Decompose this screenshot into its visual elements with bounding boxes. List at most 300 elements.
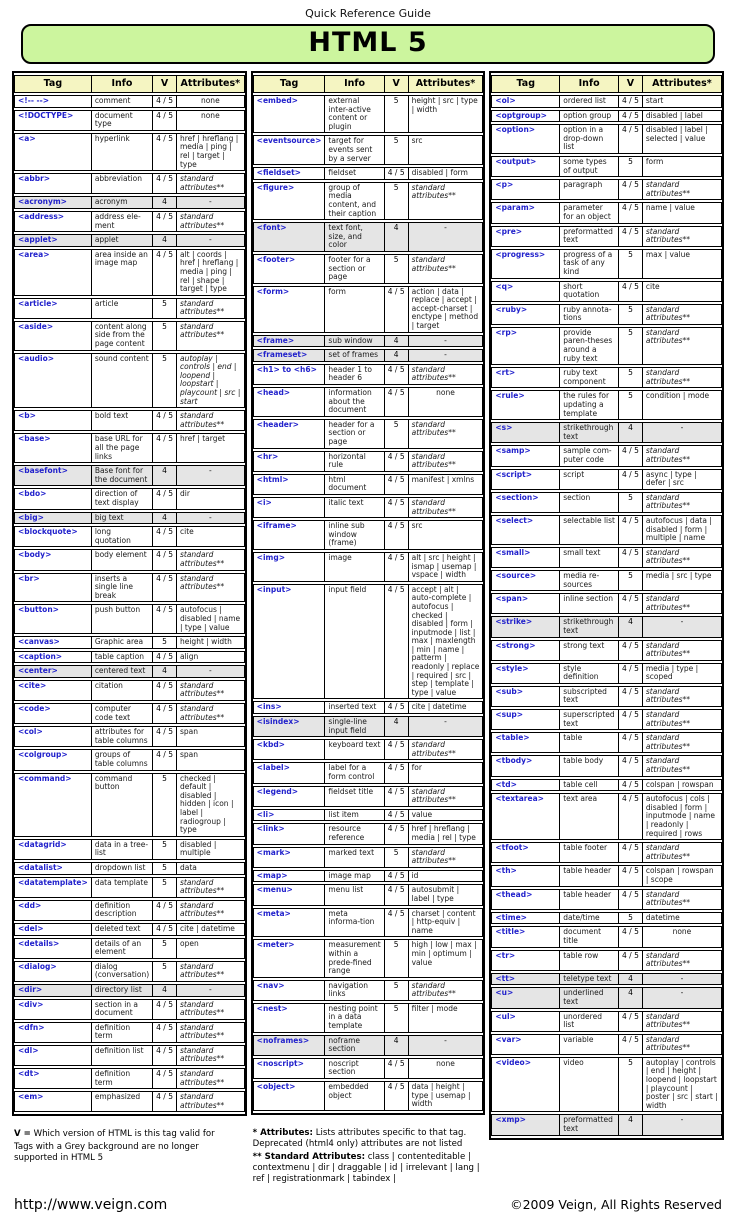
version-cell: 4 / 5	[385, 786, 409, 807]
tag-cell: <sub>	[491, 686, 560, 707]
version-cell: 5	[619, 1057, 643, 1113]
version-cell: 4 / 5	[153, 488, 177, 509]
version-cell: 4	[153, 465, 177, 486]
version-cell: 4	[153, 984, 177, 997]
table-row	[253, 286, 484, 333]
version-cell: 5	[619, 912, 643, 925]
version-cell: 4 / 5	[619, 709, 643, 730]
version-cell: 5	[619, 390, 643, 420]
table-row	[14, 549, 245, 570]
info-cell: table row	[560, 950, 619, 971]
version-cell: 4 / 5	[153, 749, 177, 770]
tag-cell: <eventsource>	[253, 135, 326, 165]
info-cell: footer for a section or page	[325, 254, 384, 284]
attributes-cell: standard attributes**	[177, 703, 245, 724]
tag-cell: <del>	[14, 923, 92, 936]
info-cell: fieldset title	[325, 786, 384, 807]
table-row	[491, 663, 722, 684]
tag-cell: <select>	[491, 515, 560, 545]
tag-cell: <audio>	[14, 353, 92, 409]
grey-legend-line: Tags with a Grey background are no longer supported in HTML 5	[14, 1142, 199, 1164]
attributes-cell: standard attributes**	[409, 497, 484, 518]
info-cell: deleted text	[92, 923, 153, 936]
tag-cell: <map>	[253, 870, 326, 883]
attributes-cell: alt | src | height | ismap | usemap | vspace | width	[409, 552, 484, 582]
page-footer	[12, 1197, 724, 1213]
info-cell: keyboard text	[325, 739, 384, 760]
table-row	[253, 739, 484, 760]
attributes-cell: src	[409, 135, 484, 165]
attributes-cell: colspan | rowspan	[643, 779, 722, 792]
info-cell: horizontal rule	[325, 451, 384, 472]
tag-cell: <area>	[14, 249, 92, 296]
info-cell: emphasized	[92, 1091, 153, 1112]
version-cell: 5	[619, 156, 643, 177]
tag-cell: <small>	[491, 547, 560, 568]
table-row	[491, 793, 722, 840]
version-cell: 5	[385, 980, 409, 1001]
info-cell: video	[560, 1057, 619, 1113]
attributes-cell: standard attributes**	[177, 1022, 245, 1043]
version-cell: 5	[619, 304, 643, 325]
version-cell: 4 / 5	[385, 701, 409, 714]
version-cell: 4 / 5	[385, 520, 409, 550]
info-cell: content along side from the page content	[92, 321, 153, 351]
tag-cell: <command>	[14, 773, 92, 837]
attributes-cell: disabled | multiple	[177, 839, 245, 860]
table-row	[14, 95, 245, 108]
version-cell: 4 / 5	[153, 133, 177, 171]
version-cell: 5	[153, 877, 177, 898]
table-row	[253, 419, 484, 449]
table-row	[14, 353, 245, 409]
table-row	[253, 762, 484, 783]
table-row	[491, 327, 722, 365]
attributes-cell: standard attributes**	[409, 419, 484, 449]
attributes-cell: none	[643, 926, 722, 947]
version-cell: 4 / 5	[153, 211, 177, 232]
table-row	[491, 515, 722, 545]
version-cell: 4 / 5	[385, 884, 409, 905]
table-row	[491, 755, 722, 776]
version-cell: 4 / 5	[385, 497, 409, 518]
info-cell: definition term	[92, 1068, 153, 1089]
attributes-cell: standard attributes**	[643, 1011, 722, 1032]
version-cell: 4 / 5	[385, 739, 409, 760]
tag-cell: <link>	[253, 823, 326, 844]
version-cell: 4 / 5	[619, 226, 643, 247]
tag-cell: <td>	[491, 779, 560, 792]
info-cell: unordered list	[560, 1011, 619, 1032]
info-cell: script	[560, 469, 619, 490]
tag-cell: <caption>	[14, 651, 92, 664]
tag-cell: <cite>	[14, 680, 92, 701]
version-cell: 4 / 5	[619, 865, 643, 886]
tag-cell: <blockquote>	[14, 526, 92, 547]
version-cell: 4 / 5	[619, 469, 643, 490]
tag-cell: <font>	[253, 222, 326, 252]
reference-table-3	[489, 71, 724, 1140]
info-cell: inserts a single line break	[92, 573, 153, 603]
attributes-cell: standard attributes**	[643, 709, 722, 730]
info-cell: list item	[325, 809, 384, 822]
table-row	[14, 703, 245, 724]
tag-cell: <frameset>	[253, 349, 326, 362]
tag-cell: <ul>	[491, 1011, 560, 1032]
tag-cell: <aside>	[14, 321, 92, 351]
attributes-cell: standard attributes**	[177, 900, 245, 921]
info-cell: inline sub window (frame)	[325, 520, 384, 550]
tag-cell: <s>	[491, 422, 560, 443]
version-cell: 4	[385, 1035, 409, 1056]
attributes-cell: data | height | type | usemap | width	[409, 1081, 484, 1111]
info-cell: preformatted text	[560, 1114, 619, 1135]
table-row	[14, 465, 245, 486]
info-cell: preformatted text	[560, 226, 619, 247]
version-cell: 4 / 5	[619, 889, 643, 910]
version-cell: 4	[385, 222, 409, 252]
tag-cell: <canvas>	[14, 636, 92, 649]
table-row	[14, 433, 245, 463]
tag-cell: <code>	[14, 703, 92, 724]
version-cell: 5	[385, 135, 409, 165]
version-cell: 5	[619, 327, 643, 365]
info-cell: set of frames	[325, 349, 384, 362]
info-cell: noscript section	[325, 1058, 384, 1079]
version-cell: 5	[619, 570, 643, 591]
attributes-cell: standard attributes**	[177, 298, 245, 319]
version-cell: 4 / 5	[153, 1022, 177, 1043]
version-cell: 4	[385, 349, 409, 362]
attributes-cell: autosubmit | label | type	[409, 884, 484, 905]
version-cell: 4 / 5	[385, 1081, 409, 1111]
table-row	[14, 900, 245, 921]
version-cell: 4 / 5	[385, 823, 409, 844]
info-cell: ruby annota-tions	[560, 304, 619, 325]
attributes-cell: standard attributes**	[643, 304, 722, 325]
tag-cell: <textarea>	[491, 793, 560, 840]
version-cell: 4 / 5	[619, 1011, 643, 1032]
tag-cell: <title>	[491, 926, 560, 947]
attributes-cell: none	[177, 110, 245, 131]
table-row	[14, 604, 245, 634]
version-cell: 4	[619, 422, 643, 443]
version-cell: 4 / 5	[153, 1068, 177, 1089]
version-cell: 4 / 5	[619, 779, 643, 792]
attributes-cell: media | type | scoped	[643, 663, 722, 684]
table-row	[253, 167, 484, 180]
attributes-cell: href | hreflang | media | rel | type	[409, 823, 484, 844]
version-cell: 5	[385, 939, 409, 977]
info-cell: body element	[92, 549, 153, 570]
info-cell: article	[92, 298, 153, 319]
info-cell: ordered list	[560, 95, 619, 108]
attributes-cell: start	[643, 95, 722, 108]
tag-cell: <datalist>	[14, 862, 92, 875]
tag-cell: <datatemplate>	[14, 877, 92, 898]
attributes-cell: max | value	[643, 249, 722, 279]
attributes-cell: standard attributes**	[643, 755, 722, 776]
attributes-cell: cite	[643, 281, 722, 302]
version-cell: 4 / 5	[619, 202, 643, 223]
version-cell: 4 / 5	[619, 281, 643, 302]
info-cell: the rules for updating a template	[560, 390, 619, 420]
info-cell: style definition	[560, 663, 619, 684]
attributes-cell: -	[643, 422, 722, 443]
info-cell: superscripted text	[560, 709, 619, 730]
attributes-cell: span	[177, 726, 245, 747]
version-cell: 4 / 5	[619, 124, 643, 154]
tag-cell: <applet>	[14, 234, 92, 247]
table-row	[253, 451, 484, 472]
tag-cell: <colgroup>	[14, 749, 92, 770]
column-header-attributes: Attributes*	[177, 75, 245, 93]
tag-cell: <form>	[253, 286, 326, 333]
table-row	[491, 367, 722, 388]
tag-cell: <kbd>	[253, 739, 326, 760]
attributes-cell: disabled | form	[409, 167, 484, 180]
info-cell: small text	[560, 547, 619, 568]
version-cell: 5	[619, 492, 643, 513]
attributes-cell: standard attributes**	[177, 321, 245, 351]
tag-cell: <div>	[14, 999, 92, 1020]
version-cell: 4	[619, 1114, 643, 1135]
version-cell: 5	[385, 1003, 409, 1033]
attributes-cell: media | src | type	[643, 570, 722, 591]
version-cell: 4 / 5	[385, 364, 409, 385]
tag-cell: <mark>	[253, 847, 326, 868]
tag-cell: <big>	[14, 512, 92, 525]
version-cell: 5	[153, 862, 177, 875]
version-cell: 5	[153, 636, 177, 649]
version-cell: 4 / 5	[619, 950, 643, 971]
tag-cell: <tr>	[491, 950, 560, 971]
table-row	[253, 95, 484, 133]
table-row	[253, 584, 484, 700]
info-cell: section in a document	[92, 999, 153, 1020]
attributes-cell: standard attributes**	[177, 549, 245, 570]
info-cell: measurement within a prede-fined range	[325, 939, 384, 977]
info-cell: push button	[92, 604, 153, 634]
version-cell: 4 / 5	[619, 926, 643, 947]
table-row	[253, 335, 484, 348]
table-row	[491, 973, 722, 986]
info-cell: sub window	[325, 335, 384, 348]
tag-cell: <bdo>	[14, 488, 92, 509]
attributes-cell: autofocus | data | disabled | form | multiple | name	[643, 515, 722, 545]
table-row	[14, 938, 245, 959]
tag-cell: <dl>	[14, 1045, 92, 1066]
attributes-cell: standard attributes**	[177, 173, 245, 194]
column-header-v: V	[153, 75, 177, 93]
info-cell: embedded object	[325, 1081, 384, 1111]
attributes-cell: standard attributes**	[643, 492, 722, 513]
table-row	[491, 422, 722, 443]
info-cell: directory list	[92, 984, 153, 997]
attributes-cell: standard attributes**	[409, 786, 484, 807]
table-row	[491, 110, 722, 123]
attributes-cell: -	[409, 335, 484, 348]
column-header-attributes: Attributes*	[643, 75, 722, 93]
attributes-cell: standard attributes**	[177, 999, 245, 1020]
info-cell: dialog (conversation)	[92, 961, 153, 982]
table-row	[491, 249, 722, 279]
info-cell: data template	[92, 877, 153, 898]
info-cell: acronym	[92, 196, 153, 209]
tag-cell: <address>	[14, 211, 92, 232]
info-cell: label for a form control	[325, 762, 384, 783]
table-row	[491, 779, 722, 792]
attributes-cell: -	[177, 234, 245, 247]
table-row	[491, 202, 722, 223]
info-cell: nesting point in a data template	[325, 1003, 384, 1033]
version-cell: 4	[619, 987, 643, 1008]
tag-cell: <script>	[491, 469, 560, 490]
table-row	[491, 492, 722, 513]
tag-cell: <tbody>	[491, 755, 560, 776]
tag-cell: <output>	[491, 156, 560, 177]
version-cell: 4 / 5	[153, 1091, 177, 1112]
website-url: http://www.veign.com	[14, 1196, 168, 1213]
tag-cell: <img>	[253, 552, 326, 582]
table-row	[491, 640, 722, 661]
version-cell: 4 / 5	[153, 1045, 177, 1066]
version-cell: 5	[385, 847, 409, 868]
version-cell: 4 / 5	[385, 1058, 409, 1079]
version-cell: 4 / 5	[619, 445, 643, 466]
info-cell: form	[325, 286, 384, 333]
version-cell: 4 / 5	[385, 451, 409, 472]
tag-cell: <style>	[491, 663, 560, 684]
info-cell: sound content	[92, 353, 153, 409]
tag-cell: <pre>	[491, 226, 560, 247]
info-cell: comment	[92, 95, 153, 108]
attributes-cell: -	[177, 984, 245, 997]
version-cell: 4 / 5	[153, 923, 177, 936]
table-row	[14, 636, 245, 649]
version-cell: 4 / 5	[153, 604, 177, 634]
tag-cell: <dfn>	[14, 1022, 92, 1043]
tag-cell: <basefont>	[14, 465, 92, 486]
info-cell: header 1 to header 6	[325, 364, 384, 385]
attributes-cell: datetime	[643, 912, 722, 925]
tag-cell: <frame>	[253, 335, 326, 348]
info-cell: table body	[560, 755, 619, 776]
info-cell: inserted text	[325, 701, 384, 714]
tag-cell: <article>	[14, 298, 92, 319]
version-cell: 4 / 5	[153, 95, 177, 108]
tag-cell: <legend>	[253, 786, 326, 807]
version-cell: 4 / 5	[385, 870, 409, 883]
table-row	[491, 445, 722, 466]
tag-cell: <figure>	[253, 182, 326, 220]
info-cell: menu list	[325, 884, 384, 905]
column-header-info: Info	[325, 75, 384, 93]
version-legend	[12, 1129, 247, 1164]
tag-cell: <input>	[253, 584, 326, 700]
table-row	[253, 182, 484, 220]
table-row	[14, 196, 245, 209]
attributes-cell: -	[643, 616, 722, 637]
table-row	[491, 842, 722, 863]
version-cell: 4 / 5	[153, 249, 177, 296]
attributes-cell: autoplay | controls | end | loopend | loopstart | playcount | src | start	[177, 353, 245, 409]
attributes-cell: standard attributes**	[177, 961, 245, 982]
table-row	[253, 980, 484, 1001]
table-row	[491, 570, 722, 591]
info-cell: address ele-ment	[92, 211, 153, 232]
info-cell: applet	[92, 234, 153, 247]
version-cell: 4 / 5	[619, 640, 643, 661]
attributes-cell: standard attributes**	[409, 847, 484, 868]
attributes-cell: standard attributes**	[177, 1068, 245, 1089]
table-row	[14, 680, 245, 701]
attributes-cell: standard attributes**	[177, 1091, 245, 1112]
tag-cell: <button>	[14, 604, 92, 634]
version-cell: 4 / 5	[385, 762, 409, 783]
tag-cell: <isindex>	[253, 716, 326, 737]
info-cell: hyperlink	[92, 133, 153, 171]
info-cell: table header	[560, 865, 619, 886]
table-row	[14, 573, 245, 603]
attributes-cell: id	[409, 870, 484, 883]
info-cell: Base font for the document	[92, 465, 153, 486]
tag-cell: <html>	[253, 474, 326, 495]
tag-cell: <tfoot>	[491, 842, 560, 863]
table-row	[14, 526, 245, 547]
info-cell: citation	[92, 680, 153, 701]
version-cell: 4 / 5	[153, 549, 177, 570]
version-cell: 4 / 5	[385, 552, 409, 582]
attributes-cell: standard attributes**	[409, 364, 484, 385]
attributes-cell: checked | default | disabled | hidden | icon | label | radiogroup | type	[177, 773, 245, 837]
table-header-row	[14, 75, 245, 93]
info-cell: noframe section	[325, 1035, 384, 1056]
attributes-cell: autoplay | controls | end | height | loopend | loopstart | playcount | poster | src | start | width	[643, 1057, 722, 1113]
attributes-cell: standard attributes**	[409, 980, 484, 1001]
tag-cell: <ol>	[491, 95, 560, 108]
attributes-cell: standard attributes**	[643, 367, 722, 388]
info-cell: image map	[325, 870, 384, 883]
info-cell: dropdown list	[92, 862, 153, 875]
attributes-cell: none	[177, 95, 245, 108]
table-row	[14, 321, 245, 351]
table-row	[14, 211, 245, 232]
info-cell: table	[560, 732, 619, 753]
title-banner	[21, 24, 715, 64]
info-cell: external inter-active content or plugin	[325, 95, 384, 133]
info-cell: input field	[325, 584, 384, 700]
info-cell: html document	[325, 474, 384, 495]
table-row	[14, 1091, 245, 1112]
attributes-cell: standard attributes**	[177, 1045, 245, 1066]
info-cell: table footer	[560, 842, 619, 863]
version-cell: 5	[153, 839, 177, 860]
table-row	[14, 488, 245, 509]
tag-cell: <p>	[491, 179, 560, 200]
info-cell: underlined text	[560, 987, 619, 1008]
tag-cell: <center>	[14, 665, 92, 678]
table-row	[14, 512, 245, 525]
tag-cell: <h1> to <h6>	[253, 364, 326, 385]
info-cell: target for events sent by a server	[325, 135, 384, 165]
tag-cell: <label>	[253, 762, 326, 783]
attributes-cell: -	[177, 465, 245, 486]
tag-cell: <details>	[14, 938, 92, 959]
version-cell: 5	[385, 182, 409, 220]
table-row	[14, 410, 245, 431]
info-cell: navigation links	[325, 980, 384, 1001]
